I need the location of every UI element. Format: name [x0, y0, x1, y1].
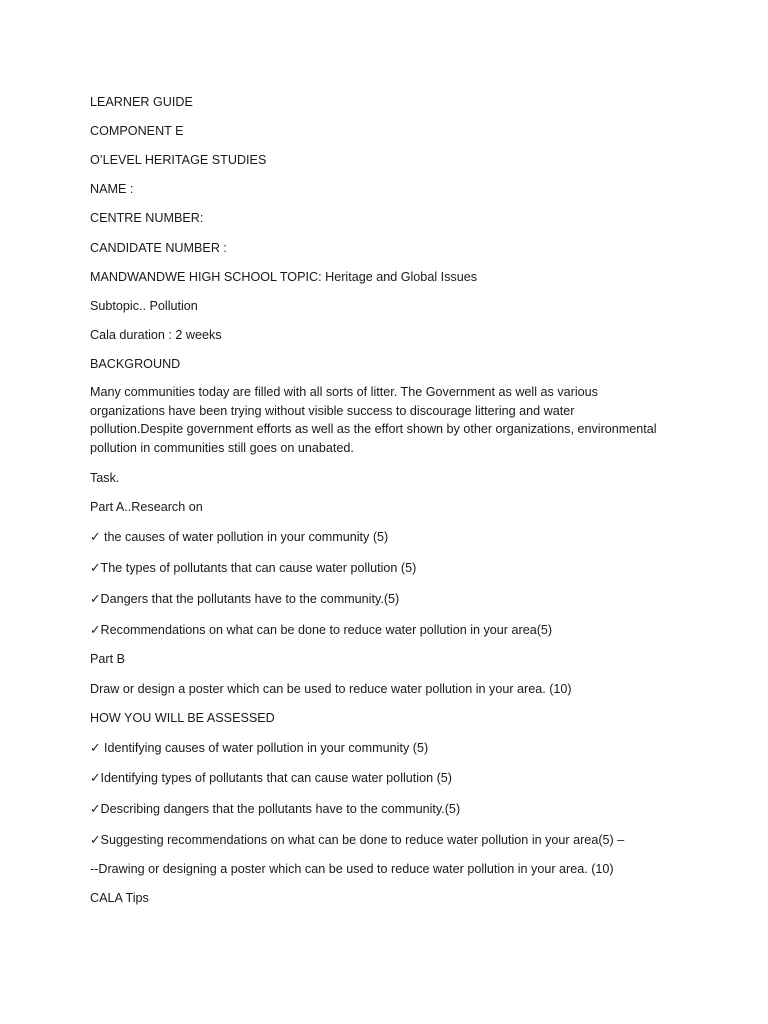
part-a-item: ✓Dangers that the pollutants have to the community.(5) [90, 592, 400, 606]
assessment-item: ✓ Identifying causes of water pollution in your community (5) [90, 741, 429, 755]
school-topic-line: MANDWANDWE HIGH SCHOOL TOPIC: Heritage and Global Issues [90, 270, 478, 284]
subject-label: O’LEVEL HERITAGE STUDIES [90, 153, 267, 167]
guide-title: LEARNER GUIDE [90, 95, 193, 109]
background-line: pollution.Despite government efforts as well as the effort shown by other organizations, environmental [90, 422, 657, 437]
subtopic-line: Subtopic.. Pollution [90, 299, 198, 313]
background-paragraph [90, 383, 680, 457]
background-line: pollution in communities still goes on unabated. [90, 440, 354, 455]
background-line: Many communities today are filled with all sorts of litter. The Government as well as various [90, 385, 598, 399]
part-a-item: ✓ the causes of water pollution in your community (5) [90, 530, 389, 544]
background-line: organizations have been trying without visible success to discourage littering and water [90, 403, 575, 418]
part-b-heading: Part B [90, 652, 125, 666]
part-a-item: ✓The types of pollutants that can cause water pollution (5) [90, 561, 417, 575]
assessment-item: ✓Identifying types of pollutants that can cause water pollution (5) [90, 771, 452, 785]
assessment-heading: HOW YOU WILL BE ASSESSED [90, 711, 275, 725]
part-b-text: Draw or design a poster which can be used to reduce water pollution in your area. (10) [90, 682, 572, 696]
candidate-number-label: CANDIDATE NUMBER : [90, 241, 227, 255]
assessment-item: ✓Describing dangers that the pollutants have to the community.(5) [90, 802, 461, 816]
duration-line: Cala duration : 2 weeks [90, 328, 222, 342]
task-heading: Task. [90, 471, 120, 485]
part-a-item: ✓Recommendations on what can be done to reduce water pollution in your area(5) [90, 623, 553, 637]
component-label: COMPONENT E [90, 124, 184, 138]
centre-number-label: CENTRE NUMBER: [90, 211, 204, 225]
background-heading: BACKGROUND [90, 357, 181, 371]
assessment-item: ✓Suggesting recommendations on what can be done to reduce water pollution in your area(5) – [90, 833, 625, 847]
assessment-item: --Drawing or designing a poster which can be used to reduce water pollution in your area. (10) [90, 862, 614, 876]
part-a-heading: Part A..Research on [90, 500, 203, 514]
name-field-label: NAME : [90, 182, 134, 196]
cala-tips-heading: CALA Tips [90, 891, 149, 905]
